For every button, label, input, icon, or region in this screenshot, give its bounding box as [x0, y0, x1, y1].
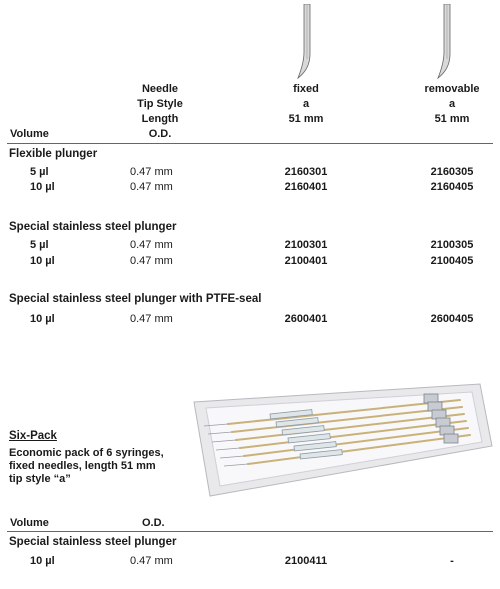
removable-part-number: 2160405 [430, 181, 474, 193]
od-cell: 0.47 mm [130, 239, 173, 251]
header-volume: Volume [10, 128, 49, 140]
od-cell: 0.47 mm [130, 313, 173, 325]
volume-cell: 10 µl [30, 255, 55, 267]
fixed-part-number: 2100401 [284, 255, 328, 267]
header-fixed [266, 82, 346, 127]
removable-needle-tip-illustration [426, 4, 466, 80]
six-pack-title: Six-Pack [9, 430, 57, 442]
six-pack-header-volume: Volume [10, 517, 49, 529]
removable-part-number: 2100305 [430, 239, 474, 251]
fixed-needle-tip-illustration [286, 4, 326, 80]
header-fixed-line2: a [302, 98, 310, 110]
six-pack-desc-line1: Economic pack of 6 syringes, [9, 447, 164, 459]
header-divider [7, 143, 493, 144]
section-title-stainless: Special stainless steel plunger [9, 221, 177, 233]
six-pack-tray-photo [184, 372, 496, 500]
header-removable-line1: removable [424, 83, 480, 95]
od-cell: 0.47 mm [130, 181, 173, 193]
volume-cell: 5 µl [30, 166, 49, 178]
header-fixed-line3: 51 mm [288, 113, 324, 125]
fixed-part-number: 2160401 [284, 181, 328, 193]
header-needle [120, 82, 200, 142]
removable-part-number: - [450, 555, 454, 567]
volume-cell: 10 µl [30, 313, 55, 325]
six-pack-header-od: O.D. [142, 517, 165, 529]
od-cell: 0.47 mm [130, 555, 173, 567]
removable-part-number: 2100405 [430, 255, 474, 267]
fixed-part-number: 2100411 [284, 555, 328, 567]
header-removable-line2: a [448, 98, 456, 110]
fixed-part-number: 2600401 [284, 313, 328, 325]
header-fixed-line1: fixed [293, 83, 319, 95]
six-pack-divider [7, 531, 493, 532]
section-title-flexible: Flexible plunger [9, 148, 98, 160]
header-needle-line3: Length [141, 113, 179, 125]
removable-part-number: 2160305 [430, 166, 474, 178]
header-removable-line3: 51 mm [434, 113, 470, 125]
six-pack-desc-line3: tip style “a” [9, 473, 71, 485]
header-needle-line1: Needle [141, 83, 179, 95]
od-cell: 0.47 mm [130, 255, 173, 267]
volume-cell: 10 µl [30, 555, 55, 567]
six-pack-section-title: Special stainless steel plunger [9, 536, 177, 548]
header-removable [406, 82, 498, 127]
fixed-part-number: 2100301 [284, 239, 328, 251]
six-pack-description [9, 447, 189, 486]
section-title-ptfe: Special stainless steel plunger with PTFE-seal [9, 293, 262, 305]
od-cell: 0.47 mm [130, 166, 173, 178]
volume-cell: 10 µl [30, 181, 55, 193]
volume-cell: 5 µl [30, 239, 49, 251]
six-pack-desc-line2: fixed needles, length 51 mm [9, 460, 156, 472]
header-needle-line2: Tip Style [137, 98, 183, 110]
header-needle-line4: O.D. [148, 128, 172, 140]
removable-part-number: 2600405 [430, 313, 474, 325]
fixed-part-number: 2160301 [284, 166, 328, 178]
